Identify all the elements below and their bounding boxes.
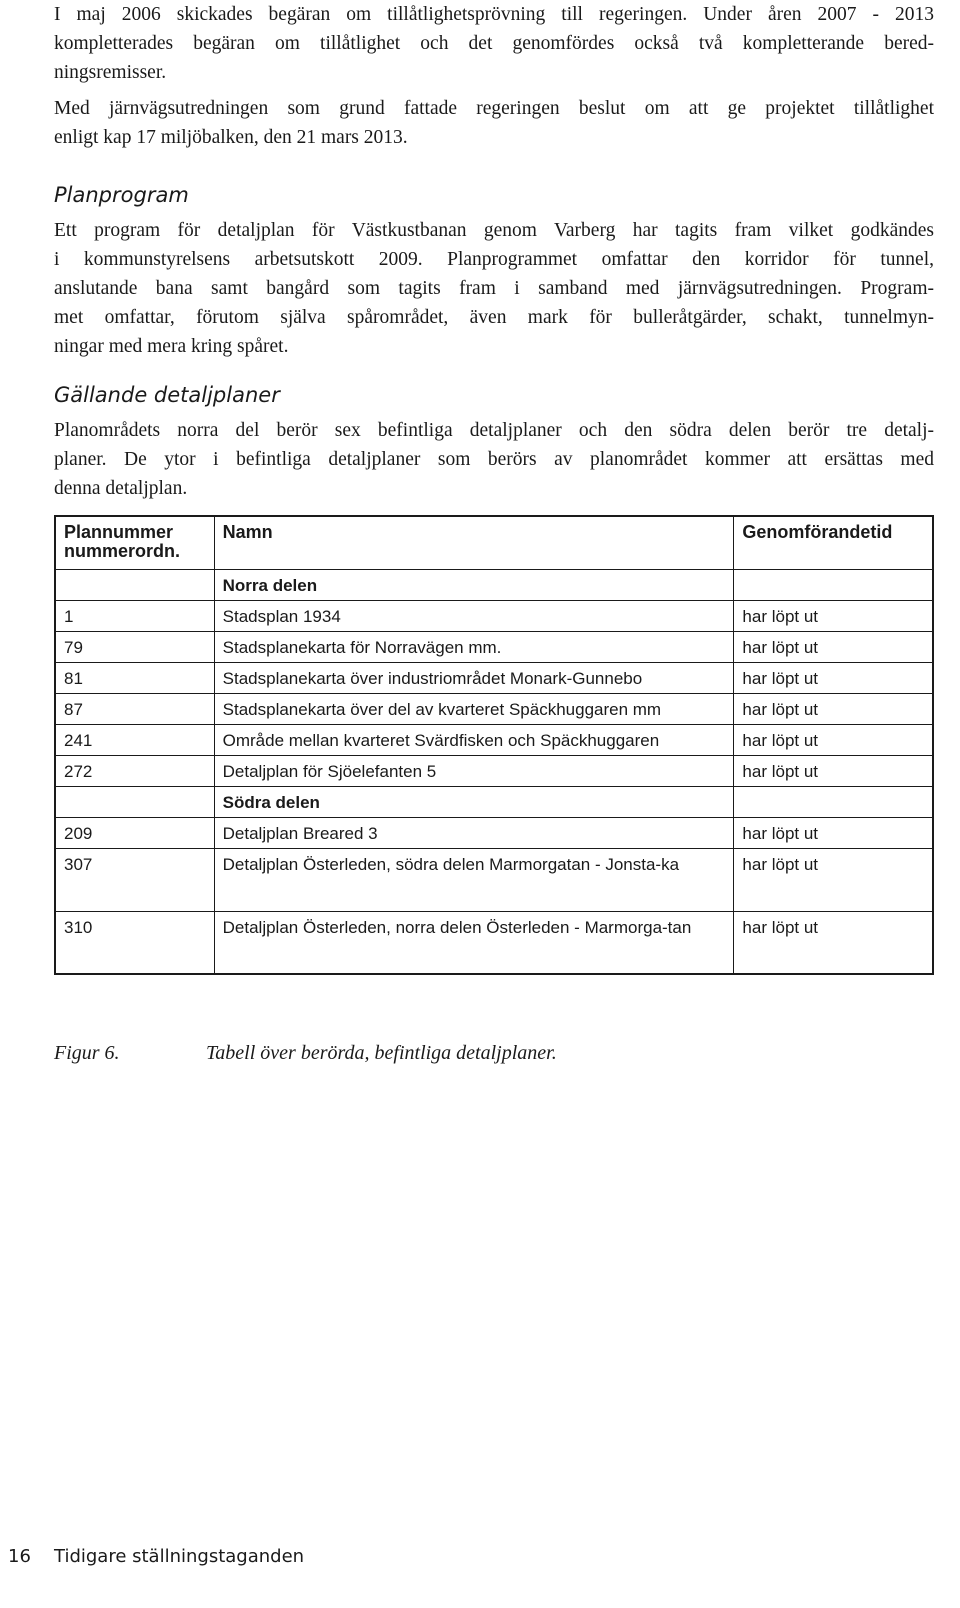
cell-plannummer: 1 [55, 600, 214, 631]
cell-genomforandetid: har löpt ut [734, 755, 933, 786]
cell-namn: Område mellan kvarteret Svärdfisken och Späckhuggaren [214, 724, 734, 755]
figure-caption-text: Tabell över berörda, befintliga detaljplaner. [206, 1042, 557, 1064]
table-row [55, 600, 933, 631]
header-genomforandetid: Genomförandetid [734, 516, 933, 569]
table-row [55, 755, 933, 786]
cell-genomforandetid: har löpt ut [734, 631, 933, 662]
cell-namn: Stadsplanekarta för Norravägen mm. [214, 631, 734, 662]
cell-genomforandetid: har löpt ut [734, 662, 933, 693]
detaljplaner-table [54, 515, 934, 975]
table-row [55, 817, 933, 848]
text-line: kompletterades begäran om tillåtlighet och det genomfördes också två kompletterande bered- [54, 33, 934, 54]
cell-namn: Detaljplan Österleden, norra delen Österleden - Marmorga-tan [214, 911, 734, 974]
text-line: i kommunstyrelsens arbetsutskott 2009. Planprogrammet omfattar den korridor för tunnel, [54, 249, 934, 270]
table-row [55, 911, 933, 974]
cell-plannummer: 87 [55, 693, 214, 724]
text-line: enligt kap 17 miljöbalken, den 21 mars 2013. [54, 127, 408, 148]
table-row [55, 693, 933, 724]
table-row [55, 724, 933, 755]
cell-genomforandetid: har löpt ut [734, 848, 933, 911]
table-cell [734, 786, 933, 817]
cell-plannummer: 272 [55, 755, 214, 786]
cell-genomforandetid: har löpt ut [734, 693, 933, 724]
cell-plannummer: 209 [55, 817, 214, 848]
text-line: Med järnvägsutredningen som grund fattade regeringen beslut om att ge projektet tillåtlighet [54, 98, 934, 119]
text-line: ningsremisser. [54, 62, 167, 83]
table-header-row [55, 516, 933, 569]
cell-genomforandetid: har löpt ut [734, 600, 933, 631]
text-line: anslutande bana samt bangård som tagits fram i samband med järnvägsutredningen. Program- [54, 278, 934, 299]
section-label-norra: Norra delen [214, 569, 734, 600]
section-row-norra [55, 569, 933, 600]
table-row [55, 662, 933, 693]
table-row [55, 848, 933, 911]
heading-gallande-detaljplaner: Gällande detaljplaner [54, 383, 280, 407]
sodra-rows [55, 817, 933, 974]
cell-plannummer: 310 [55, 911, 214, 974]
paragraph-planprogram [54, 216, 934, 361]
cell-namn: Detaljplan Breared 3 [214, 817, 734, 848]
cell-plannummer: 79 [55, 631, 214, 662]
cell-namn: Detaljplan Österleden, södra delen Marmorgatan - Jonsta-ka [214, 848, 734, 911]
paragraph-gallande [54, 416, 934, 503]
table-row [55, 631, 933, 662]
header-namn: Namn [214, 516, 734, 569]
text-line: denna detaljplan. [54, 478, 188, 499]
text-line: Ett program för detaljplan för Västkustbanan genom Varberg har tagits fram vilket godkändes [54, 220, 934, 241]
paragraph-regeringen [54, 94, 934, 152]
cell-genomforandetid: har löpt ut [734, 817, 933, 848]
table-cell [55, 786, 214, 817]
table-cell [55, 569, 214, 600]
figure-number: Figur 6. [54, 1042, 120, 1064]
cell-genomforandetid: har löpt ut [734, 911, 933, 974]
norra-rows [55, 600, 933, 786]
text-line: ningar med mera kring spåret. [54, 336, 289, 357]
table-cell [734, 569, 933, 600]
cell-plannummer: 241 [55, 724, 214, 755]
cell-plannummer: 81 [55, 662, 214, 693]
cell-namn: Detaljplan för Sjöelefanten 5 [214, 755, 734, 786]
paragraph-tillatlighet [54, 0, 934, 87]
text-line: planer. De ytor i befintliga detaljplaner som berörs av planområdet kommer att ersättas med [54, 449, 934, 470]
cell-plannummer: 307 [55, 848, 214, 911]
section-label-sodra: Södra delen [214, 786, 734, 817]
footer-section-title: Tidigare ställningstaganden [54, 1546, 305, 1567]
cell-namn: Stadsplan 1934 [214, 600, 734, 631]
page-number: 16 [8, 1546, 31, 1567]
heading-planprogram: Planprogram [54, 183, 189, 207]
cell-namn: Stadsplanekarta över industriområdet Monark-Gunnebo [214, 662, 734, 693]
text-line: I maj 2006 skickades begäran om tillåtlighetsprövning till regeringen. Under åren 2007 - 2013 [54, 4, 934, 25]
text-line: met omfattar, förutom själva spårområdet, även mark för bulleråtgärder, schakt, tunnelmyn- [54, 307, 934, 328]
section-row-sodra [55, 786, 933, 817]
text-line: Planområdets norra del berör sex befintliga detaljplaner och den södra delen berör tre detalj- [54, 420, 934, 441]
header-plannummer: Plannummer nummerordn. [55, 516, 214, 569]
cell-genomforandetid: har löpt ut [734, 724, 933, 755]
cell-namn: Stadsplanekarta över del av kvarteret Späckhuggaren mm [214, 693, 734, 724]
